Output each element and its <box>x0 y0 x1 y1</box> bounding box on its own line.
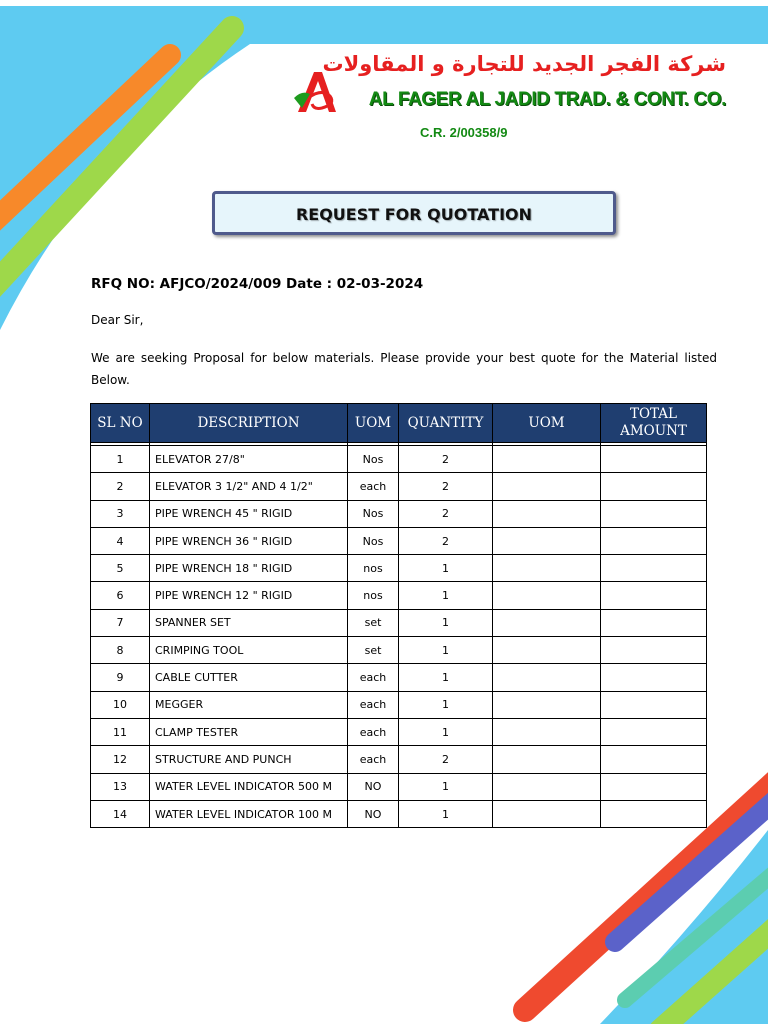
cell-description: WATER LEVEL INDICATOR 100 M <box>150 800 348 827</box>
cell-total-amount <box>601 664 707 691</box>
cell-sl-no: 5 <box>91 555 150 582</box>
header-uom-2: UOM <box>493 404 601 443</box>
cell-uom: Nos <box>348 500 399 527</box>
cell-total-amount <box>601 800 707 827</box>
table-row <box>91 718 707 745</box>
header-uom: UOM <box>348 404 399 443</box>
cell-uom-2 <box>493 527 601 554</box>
table-row <box>91 527 707 554</box>
cell-uom: each <box>348 718 399 745</box>
rfq-number-date: RFQ NO: AFJCO/2024/009 Date : 02-03-2024 <box>91 276 424 292</box>
cell-uom: NO <box>348 800 399 827</box>
cell-uom-2 <box>493 555 601 582</box>
cell-sl-no: 12 <box>91 746 150 773</box>
header-total-amount: TOTAL AMOUNT <box>601 404 707 443</box>
table-header-row <box>91 404 707 443</box>
cell-quantity: 1 <box>399 691 493 718</box>
header-description: DESCRIPTION <box>150 404 348 443</box>
cell-description: STRUCTURE AND PUNCH <box>150 746 348 773</box>
cell-uom-2 <box>493 800 601 827</box>
cell-uom: NO <box>348 773 399 800</box>
table-row <box>91 555 707 582</box>
cell-uom-2 <box>493 718 601 745</box>
cell-sl-no: 2 <box>91 473 150 500</box>
document-title: REQUEST FOR QUOTATION <box>295 205 533 224</box>
cell-description: CRIMPING TOOL <box>150 637 348 664</box>
cell-sl-no: 14 <box>91 800 150 827</box>
document-title-box <box>212 191 616 235</box>
table-row <box>91 800 707 827</box>
cell-quantity: 2 <box>399 500 493 527</box>
cell-total-amount <box>601 473 707 500</box>
cell-uom: each <box>348 664 399 691</box>
cell-total-amount <box>601 555 707 582</box>
cell-sl-no: 7 <box>91 609 150 636</box>
cell-total-amount <box>601 691 707 718</box>
cell-quantity: 1 <box>399 555 493 582</box>
cell-total-amount <box>601 500 707 527</box>
cell-quantity: 2 <box>399 746 493 773</box>
cell-total-amount <box>601 637 707 664</box>
cell-description: PIPE WRENCH 36 " RIGID <box>150 527 348 554</box>
cell-uom: Nos <box>348 527 399 554</box>
cell-uom: each <box>348 691 399 718</box>
cell-uom: set <box>348 609 399 636</box>
cell-sl-no: 3 <box>91 500 150 527</box>
cell-quantity: 1 <box>399 718 493 745</box>
cell-sl-no: 1 <box>91 446 150 473</box>
header-sl-no: SL NO <box>91 404 150 443</box>
table-row <box>91 446 707 473</box>
table-row <box>91 609 707 636</box>
cell-quantity: 2 <box>399 473 493 500</box>
cell-quantity: 1 <box>399 582 493 609</box>
cell-total-amount <box>601 582 707 609</box>
cell-quantity: 1 <box>399 609 493 636</box>
cell-quantity: 1 <box>399 637 493 664</box>
cell-description: MEGGER <box>150 691 348 718</box>
cell-quantity: 2 <box>399 446 493 473</box>
cell-uom-2 <box>493 609 601 636</box>
table-row <box>91 582 707 609</box>
cell-description: CLAMP TESTER <box>150 718 348 745</box>
cell-sl-no: 6 <box>91 582 150 609</box>
cell-sl-no: 11 <box>91 718 150 745</box>
table-body <box>91 443 707 828</box>
cell-uom: nos <box>348 582 399 609</box>
cell-sl-no: 8 <box>91 637 150 664</box>
cell-uom-2 <box>493 637 601 664</box>
table-row <box>91 664 707 691</box>
cell-uom-2 <box>493 746 601 773</box>
cell-sl-no: 13 <box>91 773 150 800</box>
cell-total-amount <box>601 527 707 554</box>
cell-sl-no: 4 <box>91 527 150 554</box>
table-row <box>91 746 707 773</box>
quotation-table <box>90 403 707 828</box>
table-row <box>91 773 707 800</box>
cell-description: ELEVATOR 27/8" <box>150 446 348 473</box>
cell-uom-2 <box>493 582 601 609</box>
cell-quantity: 2 <box>399 527 493 554</box>
cell-description: PIPE WRENCH 18 " RIGID <box>150 555 348 582</box>
cell-uom: each <box>348 746 399 773</box>
commercial-registration: C.R. 2/00358/9 <box>420 125 508 140</box>
cell-quantity: 1 <box>399 773 493 800</box>
cell-description: WATER LEVEL INDICATOR 500 M <box>150 773 348 800</box>
cell-quantity: 1 <box>399 664 493 691</box>
cell-total-amount <box>601 718 707 745</box>
table-row <box>91 637 707 664</box>
cell-total-amount <box>601 609 707 636</box>
cell-uom-2 <box>493 773 601 800</box>
cell-total-amount <box>601 773 707 800</box>
greeting: Dear Sir, <box>91 313 144 327</box>
company-name-arabic: شركة الفجر الجديد للتجارة و المقاولات <box>322 52 726 76</box>
cell-description: ELEVATOR 3 1/2" AND 4 1/2" <box>150 473 348 500</box>
cell-uom-2 <box>493 691 601 718</box>
intro-paragraph: We are seeking Proposal for below materials. Please provide your best quote for the Material listed Below. <box>91 351 717 387</box>
cell-quantity: 1 <box>399 800 493 827</box>
cell-description: PIPE WRENCH 45 " RIGID <box>150 500 348 527</box>
cell-uom-2 <box>493 473 601 500</box>
cell-uom: nos <box>348 555 399 582</box>
table-row <box>91 691 707 718</box>
cell-sl-no: 9 <box>91 664 150 691</box>
cell-description: SPANNER SET <box>150 609 348 636</box>
cell-uom-2 <box>493 500 601 527</box>
table-row <box>91 473 707 500</box>
header-quantity: QUANTITY <box>399 404 493 443</box>
cell-sl-no: 10 <box>91 691 150 718</box>
cell-uom: each <box>348 473 399 500</box>
table-row <box>91 500 707 527</box>
cell-uom-2 <box>493 446 601 473</box>
cell-total-amount <box>601 446 707 473</box>
cell-uom: set <box>348 637 399 664</box>
cell-uom-2 <box>493 664 601 691</box>
company-name-english: AL FAGER AL JADID TRAD. & CONT. CO. <box>368 89 726 110</box>
cell-description: PIPE WRENCH 12 " RIGID <box>150 582 348 609</box>
cell-uom: Nos <box>348 446 399 473</box>
cell-total-amount <box>601 746 707 773</box>
cell-description: CABLE CUTTER <box>150 664 348 691</box>
